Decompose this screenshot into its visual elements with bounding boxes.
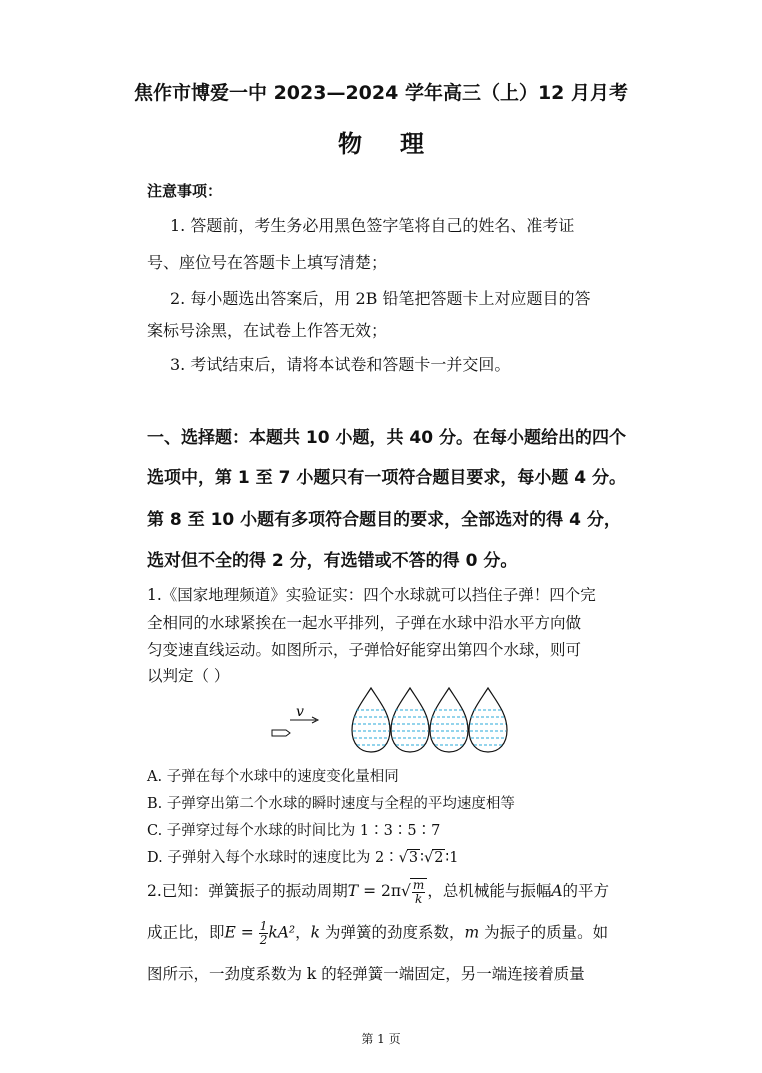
velocity-label: v	[296, 704, 304, 720]
section-heading-line-2: 选项中，第 1 至 7 小题只有一项符合题目要求，每小题 4 分。	[147, 468, 626, 488]
q2-period-fraction: $\frac{m}{k}$	[410, 878, 427, 906]
q1-line-2: 全相同的水球紧挨在一起水平排列，子弹在水球中沿水平方向做	[147, 614, 582, 632]
q1-figure	[260, 686, 520, 758]
exam-title: 焦作市博爱一中 2023—2024 学年高三（上）12 月月考	[133, 82, 629, 104]
q2-line-2: 成正比，即E = $\frac{1}{2}$ kA²，k 为弹簧的劲度系数，m 为振子的质量。如	[147, 919, 609, 947]
q1-line-4: 以判定（ ）	[147, 667, 230, 685]
notice-line-4: 案标号涂黑，在试卷上作答无效；	[147, 321, 388, 340]
subject-title: 物理	[338, 130, 462, 158]
q1-line-1: 1.《国家地理频道》实验证实：四个水球就可以挡住子弹！四个完	[147, 586, 596, 604]
notice-line-5: 3. 考试结束后，请将本试卷和答题卡一并交回。	[170, 355, 511, 374]
notice-line-3: 2. 每小题选出答案后，用 2B 铅笔把答题卡上对应题目的答	[170, 289, 591, 308]
q1-option-a: A. 子弹在每个水球中的速度变化量相同	[147, 769, 399, 785]
q1-option-c: C. 子弹穿过每个水球的时间比为 1∶3∶5∶7	[147, 823, 441, 839]
section-heading-line-4: 选对但不全的得 2 分，有选错或不答的得 0 分。	[147, 551, 518, 571]
q2-energy-fraction: $\frac{1}{2}$	[259, 919, 268, 947]
q1-option-d: D. 子弹射入每个水球时的速度比为 2∶√3 ∶√2 ∶1	[147, 850, 459, 866]
water-ball-4	[469, 688, 507, 752]
q2-line-1: 2.已知：弹簧振子的振动周期T = 2π√ $\frac{m}{k}$ ，总机械能与振幅A的平方	[147, 878, 610, 906]
bullet	[272, 730, 290, 736]
notice-heading: 注意事项：	[147, 182, 223, 200]
notice-line-1: 1. 答题前，考生务必用黑色签字笔将自己的姓名、准考证	[170, 216, 575, 235]
q2-line-3: 图所示，一劲度系数为 k 的轻弹簧一端固定，另一端连接着质量	[147, 965, 585, 983]
section-heading-line-1: 一、选择题：本题共 10 小题，共 40 分。在每小题给出的四个	[147, 428, 626, 448]
notice-line-2: 号、座位号在答题卡上填写清楚；	[147, 253, 388, 272]
water-ball-3	[430, 688, 468, 752]
water-ball-1	[352, 688, 390, 752]
section-heading-line-3: 第 8 至 10 小题有多项符合题目的要求，全部选对的得 4 分，	[147, 510, 621, 530]
q1-option-b: B. 子弹穿出第二个水球的瞬时速度与全程的平均速度相等	[147, 796, 515, 812]
q1-line-3: 匀变速直线运动。如图所示，子弹恰好能穿出第四个水球，则可	[147, 641, 582, 659]
page-number: 第 1 页	[361, 1032, 401, 1046]
water-ball-2	[391, 688, 429, 752]
